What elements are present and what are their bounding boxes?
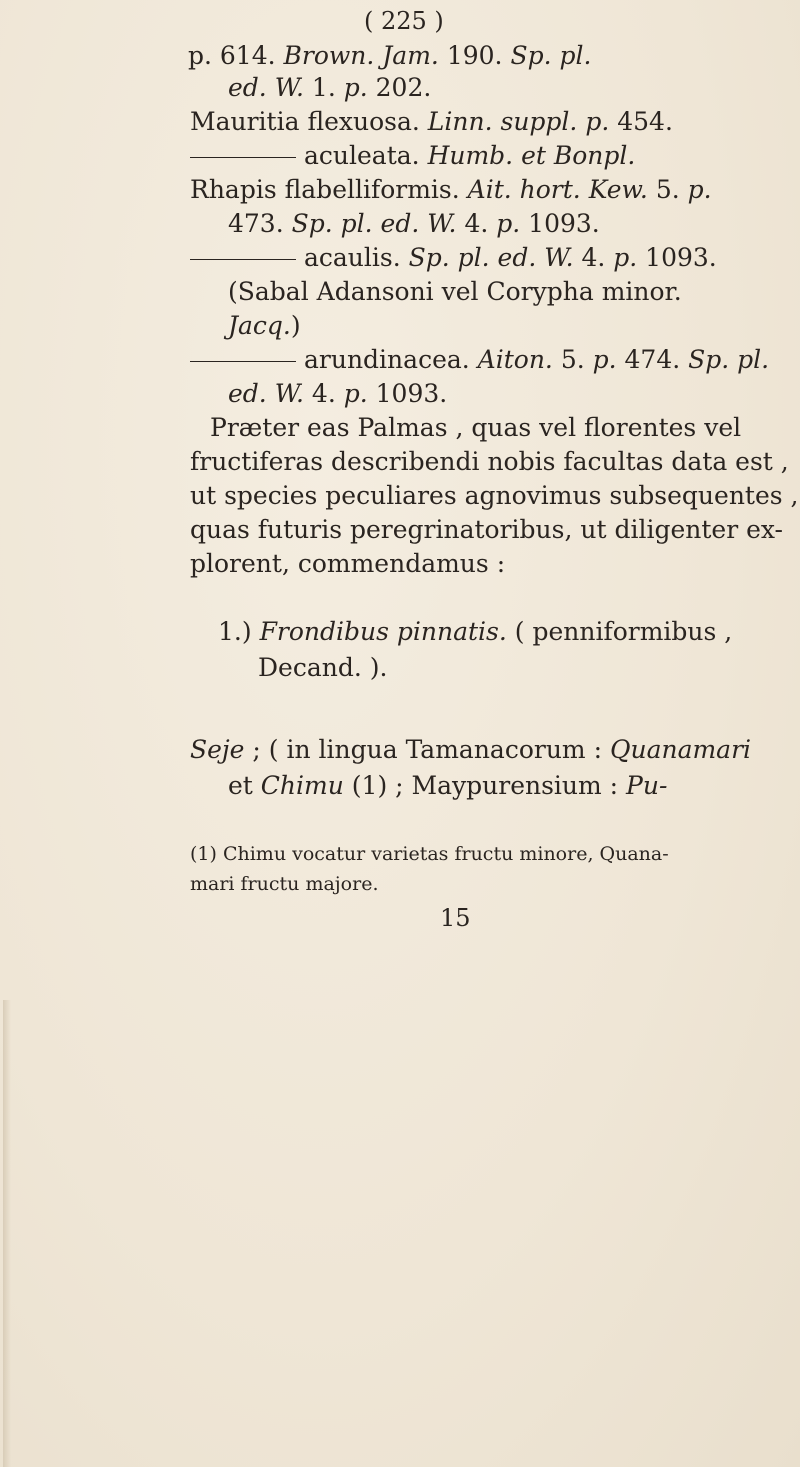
entry-line-1: Seje ; ( in lingua Tamanacorum : Quanamari (190, 735, 752, 764)
section-heading-line-2: Decand. ). (258, 653, 388, 682)
paragraph-line-5: plorent, commendamus : (190, 549, 506, 578)
text-line-9: Jacq.) (228, 311, 301, 340)
text-line-4: aculeata. Humb. et Bonpl. (190, 140, 635, 172)
page-edge-shadow (3, 1000, 11, 1467)
paragraph-line-3: ut species peculiares agnovimus subsequentes , (190, 481, 799, 510)
text-line-1: p. 614. Brown. Jam. 190. Sp. pl. (188, 41, 592, 70)
signature-mark: 15 (440, 904, 471, 932)
page-number: ( 225 ) (364, 7, 444, 35)
text-line-10: arundinacea. Aiton. 5. p. 474. Sp. pl. (190, 344, 769, 376)
text-line-7: acaulis. Sp. pl. ed. W. 4. p. 1093. (190, 242, 717, 274)
repeat-dash (190, 361, 296, 362)
text-line-6: 473. Sp. pl. ed. W. 4. p. 1093. (228, 209, 600, 238)
footnote-line-2: mari fructu majore. (190, 873, 379, 895)
paragraph-line-1: Præter eas Palmas , quas vel florentes vel (210, 413, 742, 442)
paragraph-line-2: fructiferas describendi nobis facultas data est , (190, 447, 789, 476)
text-line-11: ed. W. 4. p. 1093. (228, 379, 448, 408)
repeat-dash (190, 259, 296, 260)
entry-line-2: et Chimu (1) ; Maypurensium : Pu- (228, 771, 668, 800)
text-line-3: Mauritia flexuosa. Linn. suppl. p. 454. (190, 107, 673, 136)
paragraph-line-4: quas futuris peregrinatoribus, ut diligenter ex- (190, 515, 784, 544)
repeat-dash (190, 157, 296, 158)
section-heading: 1.) Frondibus pinnatis. ( penniformibus , (218, 617, 733, 646)
text-line-8: (Sabal Adansoni vel Corypha minor. (228, 277, 682, 306)
text-line-5: Rhapis flabelliformis. Ait. hort. Kew. 5. p. (190, 175, 712, 204)
footnote-line-1: (1) Chimu vocatur varietas fructu minore, Quana- (190, 843, 669, 865)
text-line-2: ed. W. 1. p. 202. (228, 73, 432, 102)
